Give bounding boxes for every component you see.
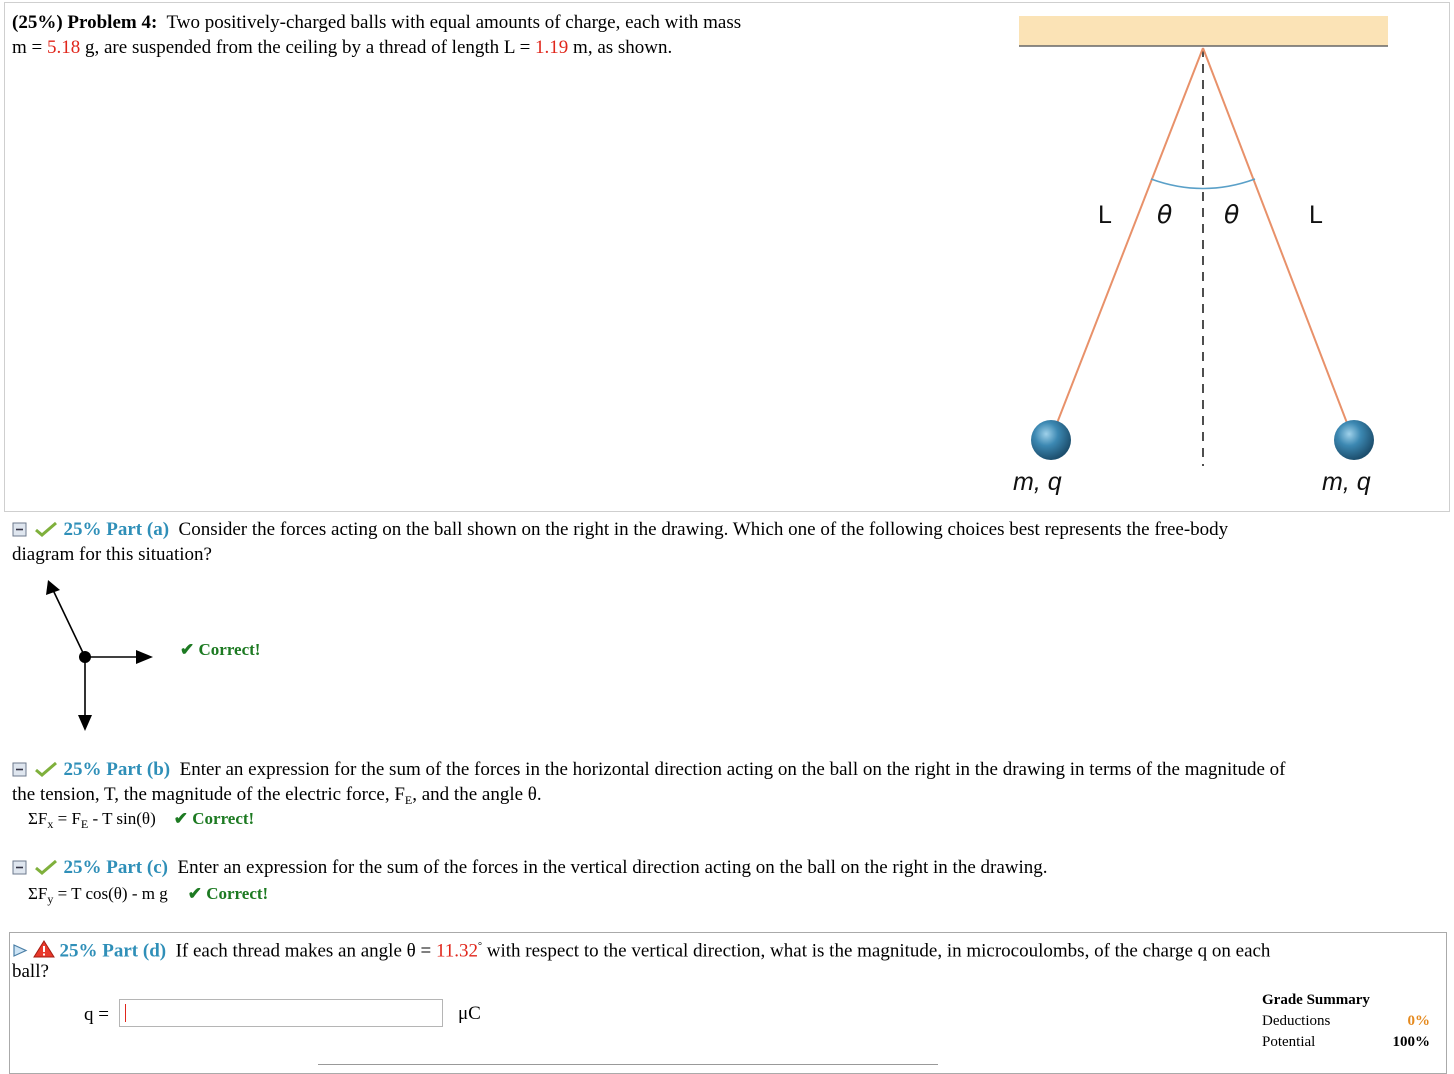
part-a-status: ✔ Correct! <box>180 640 261 659</box>
part-b-formula-lhs: ΣF <box>28 809 48 828</box>
label-theta-right: θ <box>1224 200 1240 229</box>
mass-unit-text: g, are suspended from the ceiling by a thread of length L = <box>80 37 536 58</box>
left-thread <box>1052 48 1203 436</box>
part-c-status: ✔ Correct! <box>187 884 269 903</box>
checkmark-icon <box>33 761 59 777</box>
part-c-formula-lhs-sub: y <box>47 892 54 906</box>
checkmark-icon <box>33 521 59 537</box>
ceiling <box>1019 16 1388 46</box>
deductions-row <box>1262 1011 1430 1032</box>
mass-label: m = <box>12 37 47 58</box>
part-b-text2-end: , and the angle θ. <box>412 784 542 805</box>
mass-value: 5.18 <box>47 37 81 58</box>
right-thread <box>1203 48 1352 436</box>
part-b-formula <box>28 808 254 835</box>
part-b-status: ✔ Correct! <box>173 809 255 828</box>
label-mq-right: m, q <box>1322 468 1371 496</box>
text-caret <box>125 1004 126 1022</box>
part-b-text2: the tension, T, the magnitude of the electric force, F <box>12 784 405 805</box>
part-a-question-line1: Consider the forces acting on the ball shown on the right in the drawing. Which one of the following choices best represents the free-body <box>178 519 1229 540</box>
potential-label: Potential <box>1262 1034 1316 1050</box>
weight-arrowhead <box>78 715 92 731</box>
keypad-top-edge <box>318 1064 938 1069</box>
collapse-icon[interactable] <box>12 521 28 537</box>
angle-unit: ° <box>478 941 482 952</box>
part-c-formula-rhs: = T cos(θ) - m g <box>53 884 168 903</box>
part-c-formula <box>28 883 268 910</box>
ball-point <box>79 651 91 663</box>
part-b-formula-eq: = F <box>53 809 81 828</box>
label-theta-left: θ <box>1157 200 1173 229</box>
part-d-question-end: with respect to the vertical direction, what is the magnitude, in microcoulombs, of the charge q on each <box>482 940 1271 962</box>
label-mq-left: m, q <box>1013 468 1062 496</box>
problem-weight: (25%) <box>12 12 63 33</box>
part-b-formula-lhs-sub: x <box>47 817 54 831</box>
part-b-label: Part (b) <box>106 759 171 780</box>
part-d-weight: 25% <box>59 940 98 962</box>
grade-summary-title: Grade Summary <box>1262 992 1370 1008</box>
grade-summary <box>1262 990 1430 1053</box>
warning-icon <box>33 940 55 958</box>
label-L-left: L <box>1098 201 1112 229</box>
problem-text-line1: Two positively-charged balls with equal amounts of charge, each with mass <box>166 12 742 33</box>
part-a-header <box>12 518 1228 542</box>
part-b-text2-sub: E <box>404 793 413 807</box>
part-c-weight: 25% <box>63 857 102 878</box>
left-ball <box>1031 420 1071 460</box>
part-c-formula-lhs: ΣF <box>28 884 48 903</box>
right-ball <box>1334 420 1374 460</box>
length-value: 1.19 <box>535 37 569 58</box>
tension-arrowhead <box>46 580 60 595</box>
part-c-header <box>12 856 1048 880</box>
collapse-icon[interactable] <box>12 761 28 777</box>
part-b-formula-rhs: - T sin(θ) <box>88 809 156 828</box>
part-c-label: Part (c) <box>106 857 168 878</box>
part-d-label: Part (d) <box>102 940 167 962</box>
part-d-question-start: If each thread makes an angle θ = <box>175 940 436 962</box>
problem-title: Problem 4: <box>67 12 158 33</box>
collapse-icon[interactable] <box>12 859 28 875</box>
length-unit-text: m, as shown. <box>568 37 673 58</box>
potential-value: 100% <box>1392 1034 1430 1050</box>
checkmark-icon <box>33 859 59 875</box>
answer-unit: μC <box>458 1003 481 1024</box>
deductions-label: Deductions <box>1262 1013 1331 1029</box>
pendulum-figure <box>0 0 1454 510</box>
part-b-question-line1: Enter an expression for the sum of the forces in the horizontal direction acting on the ball on the right in the drawing in terms of the magnitude of <box>179 759 1286 780</box>
tension-vector <box>53 590 85 657</box>
part-d-header <box>12 935 1270 963</box>
part-b-weight: 25% <box>63 759 102 780</box>
part-a-question-line2: diagram for this situation? <box>12 544 212 565</box>
part-a-weight: 25% <box>63 519 102 540</box>
part-b-formula-eq-sub: E <box>80 817 89 831</box>
electric-force-arrowhead <box>136 650 153 664</box>
label-L-right: L <box>1309 201 1323 229</box>
part-c-question-line1: Enter an expression for the sum of the forces in the vertical direction acting on the ball on the right in the drawing. <box>177 857 1048 878</box>
part-b-header <box>12 758 1286 782</box>
answer-label: q = <box>84 1004 109 1025</box>
play-icon[interactable] <box>12 942 28 958</box>
angle-value: 11.32 <box>435 940 478 962</box>
part-d-question-line2: ball? <box>12 961 49 982</box>
answer-input[interactable] <box>119 999 443 1027</box>
potential-row <box>1262 1032 1430 1053</box>
deductions-value: 0% <box>1407 1013 1430 1029</box>
part-a-label: Part (a) <box>106 519 170 540</box>
